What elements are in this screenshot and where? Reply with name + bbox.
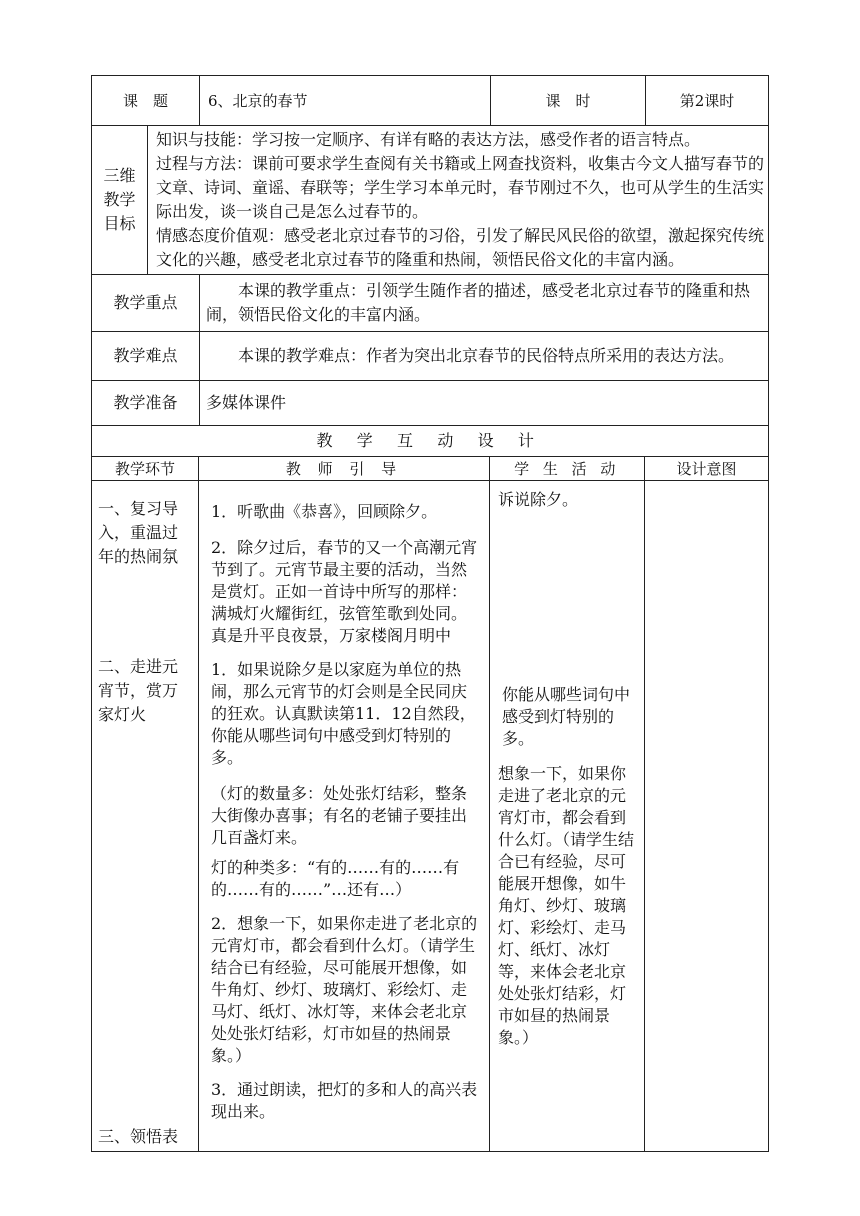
guide-paragraph: 3．通过朗读，把灯的多和人的高兴表现出来。 [211,1080,478,1121]
objectives-label-line: 教学 [103,190,136,209]
hours-label: 课 时 [491,76,646,126]
interaction-table [91,456,769,1152]
objective-emotion: 情感态度价值观：感受老北京过春节的习俗，引发了解民风民俗的欲望，激起探究传统文化的兴趣，感受老北京过春节的隆重和热闹，领悟民俗文化的丰富内涵。 [156,226,765,269]
guide-paragraph: 灯的种类多：“有的……有的……有的……有的……”…还有…） [211,858,460,899]
hours-value: 第2课时 [646,76,769,126]
column-student: 学 生 活 动 [490,457,645,481]
objectives-label [92,126,148,275]
lesson-plan-table [91,75,769,457]
objectives-row [92,126,769,275]
key-point-text [200,275,769,332]
objectives-label-line: 目标 [103,214,136,233]
key-point-paragraph: 本课的教学重点：引领学生随作者的描述，感受老北京过春节的隆重和热闹，领悟民俗文化的丰富内涵。 [206,281,751,324]
difficulty-text [200,332,769,381]
student-activity-cell [490,481,645,1152]
difficulty-label: 教学难点 [92,332,200,381]
key-point-row [92,275,769,332]
student-paragraph: 想象一下，如果你走进了老北京的元宵灯市，都会看到什么灯。（请学生结合已有经验，尽可能展开想像，如牛角灯、纱灯、玻璃灯、彩绘灯、走马灯、纸灯、冰灯等，来体会老北京处处张灯结彩，灯市如昼的热闹景象。） [498,764,635,1047]
student-paragraph: 诉说除夕。 [498,490,579,509]
stage-cell [92,481,199,1152]
header-row [92,76,769,126]
difficulty-row [92,332,769,381]
stage-item: 二、走进元宵节，赏万家灯火 [98,657,179,724]
difficulty-paragraph: 本课的教学难点：作者为突出北京春节的民俗特点所采用的表达方法。 [238,346,735,365]
preparation-row [92,381,769,426]
column-intent: 设计意图 [645,457,769,481]
design-title-row [92,426,769,457]
stage-item: 三、领悟表 [98,1127,179,1146]
guide-paragraph: 1．听歌曲《恭喜》，回顾除夕。 [211,502,438,521]
guide-paragraph: 1．如果说除夕是以家庭为单位的热闹，那么元宵节的灯会则是全民同庆的狂欢。认真默读第11．12自然段，你能从哪些词句中感受到灯特别的多。 [211,660,476,767]
column-teacher: 教 师 引 导 [199,457,490,481]
column-stage: 教学环节 [92,457,199,481]
column-header-row [92,457,769,481]
guide-paragraph: （灯的数量多：处处张灯结彩，整条大街像办喜事；有名的老铺子要挂出几百盏灯来。 [211,784,468,847]
teacher-guide-cell [199,481,490,1152]
activity-row [92,481,769,1152]
student-paragraph: 你能从哪些词句中感受到灯特别的多。 [502,685,631,748]
objectives-label-line: 三维 [103,166,136,185]
topic-label: 课 题 [92,76,200,126]
lesson-plan [91,75,768,1152]
objectives-content [148,126,769,275]
intent-cell [645,481,769,1152]
design-title: 教 学 互 动 设 计 [92,426,769,457]
key-point-label: 教学重点 [92,275,200,332]
stage-item: 一、复习导入，重温过年的热闹氛 [98,499,179,566]
preparation-text: 多媒体课件 [200,381,769,426]
guide-paragraph: 2．想象一下，如果你走进了老北京的元宵灯市，都会看到什么灯。（请学生结合已有经验，尽可能展开想像，如牛角灯、纱灯、玻璃灯、彩绘灯、走马灯、纸灯、冰灯等，来体会老北京处处张灯结彩，灯市如昼的热闹景象。） [211,914,478,1065]
topic-value: 6、北京的春节 [200,76,491,126]
preparation-label: 教学准备 [92,381,200,426]
objective-process: 过程与方法：课前可要求学生查阅有关书籍或上网查找资料，收集古今文人描写春节的文章、诗词、童谣、春联等；学生学习本单元时，春节刚过不久，也可从学生的生活实际出发，谈一谈自己是怎么过春节的。 [156,154,765,221]
objective-knowledge: 知识与技能：学习按一定顺序、有详有略的表达方法，感受作者的语言特点。 [156,130,701,149]
guide-paragraph: 2．除夕过后，春节的又一个高潮元宵节到了。元宵节最主要的活动，当然是赏灯。正如一首诗中所写的那样：满城灯火耀街红，弦管笙歌到处同。真是升平良夜景，万家楼阁月明中 [211,538,478,645]
